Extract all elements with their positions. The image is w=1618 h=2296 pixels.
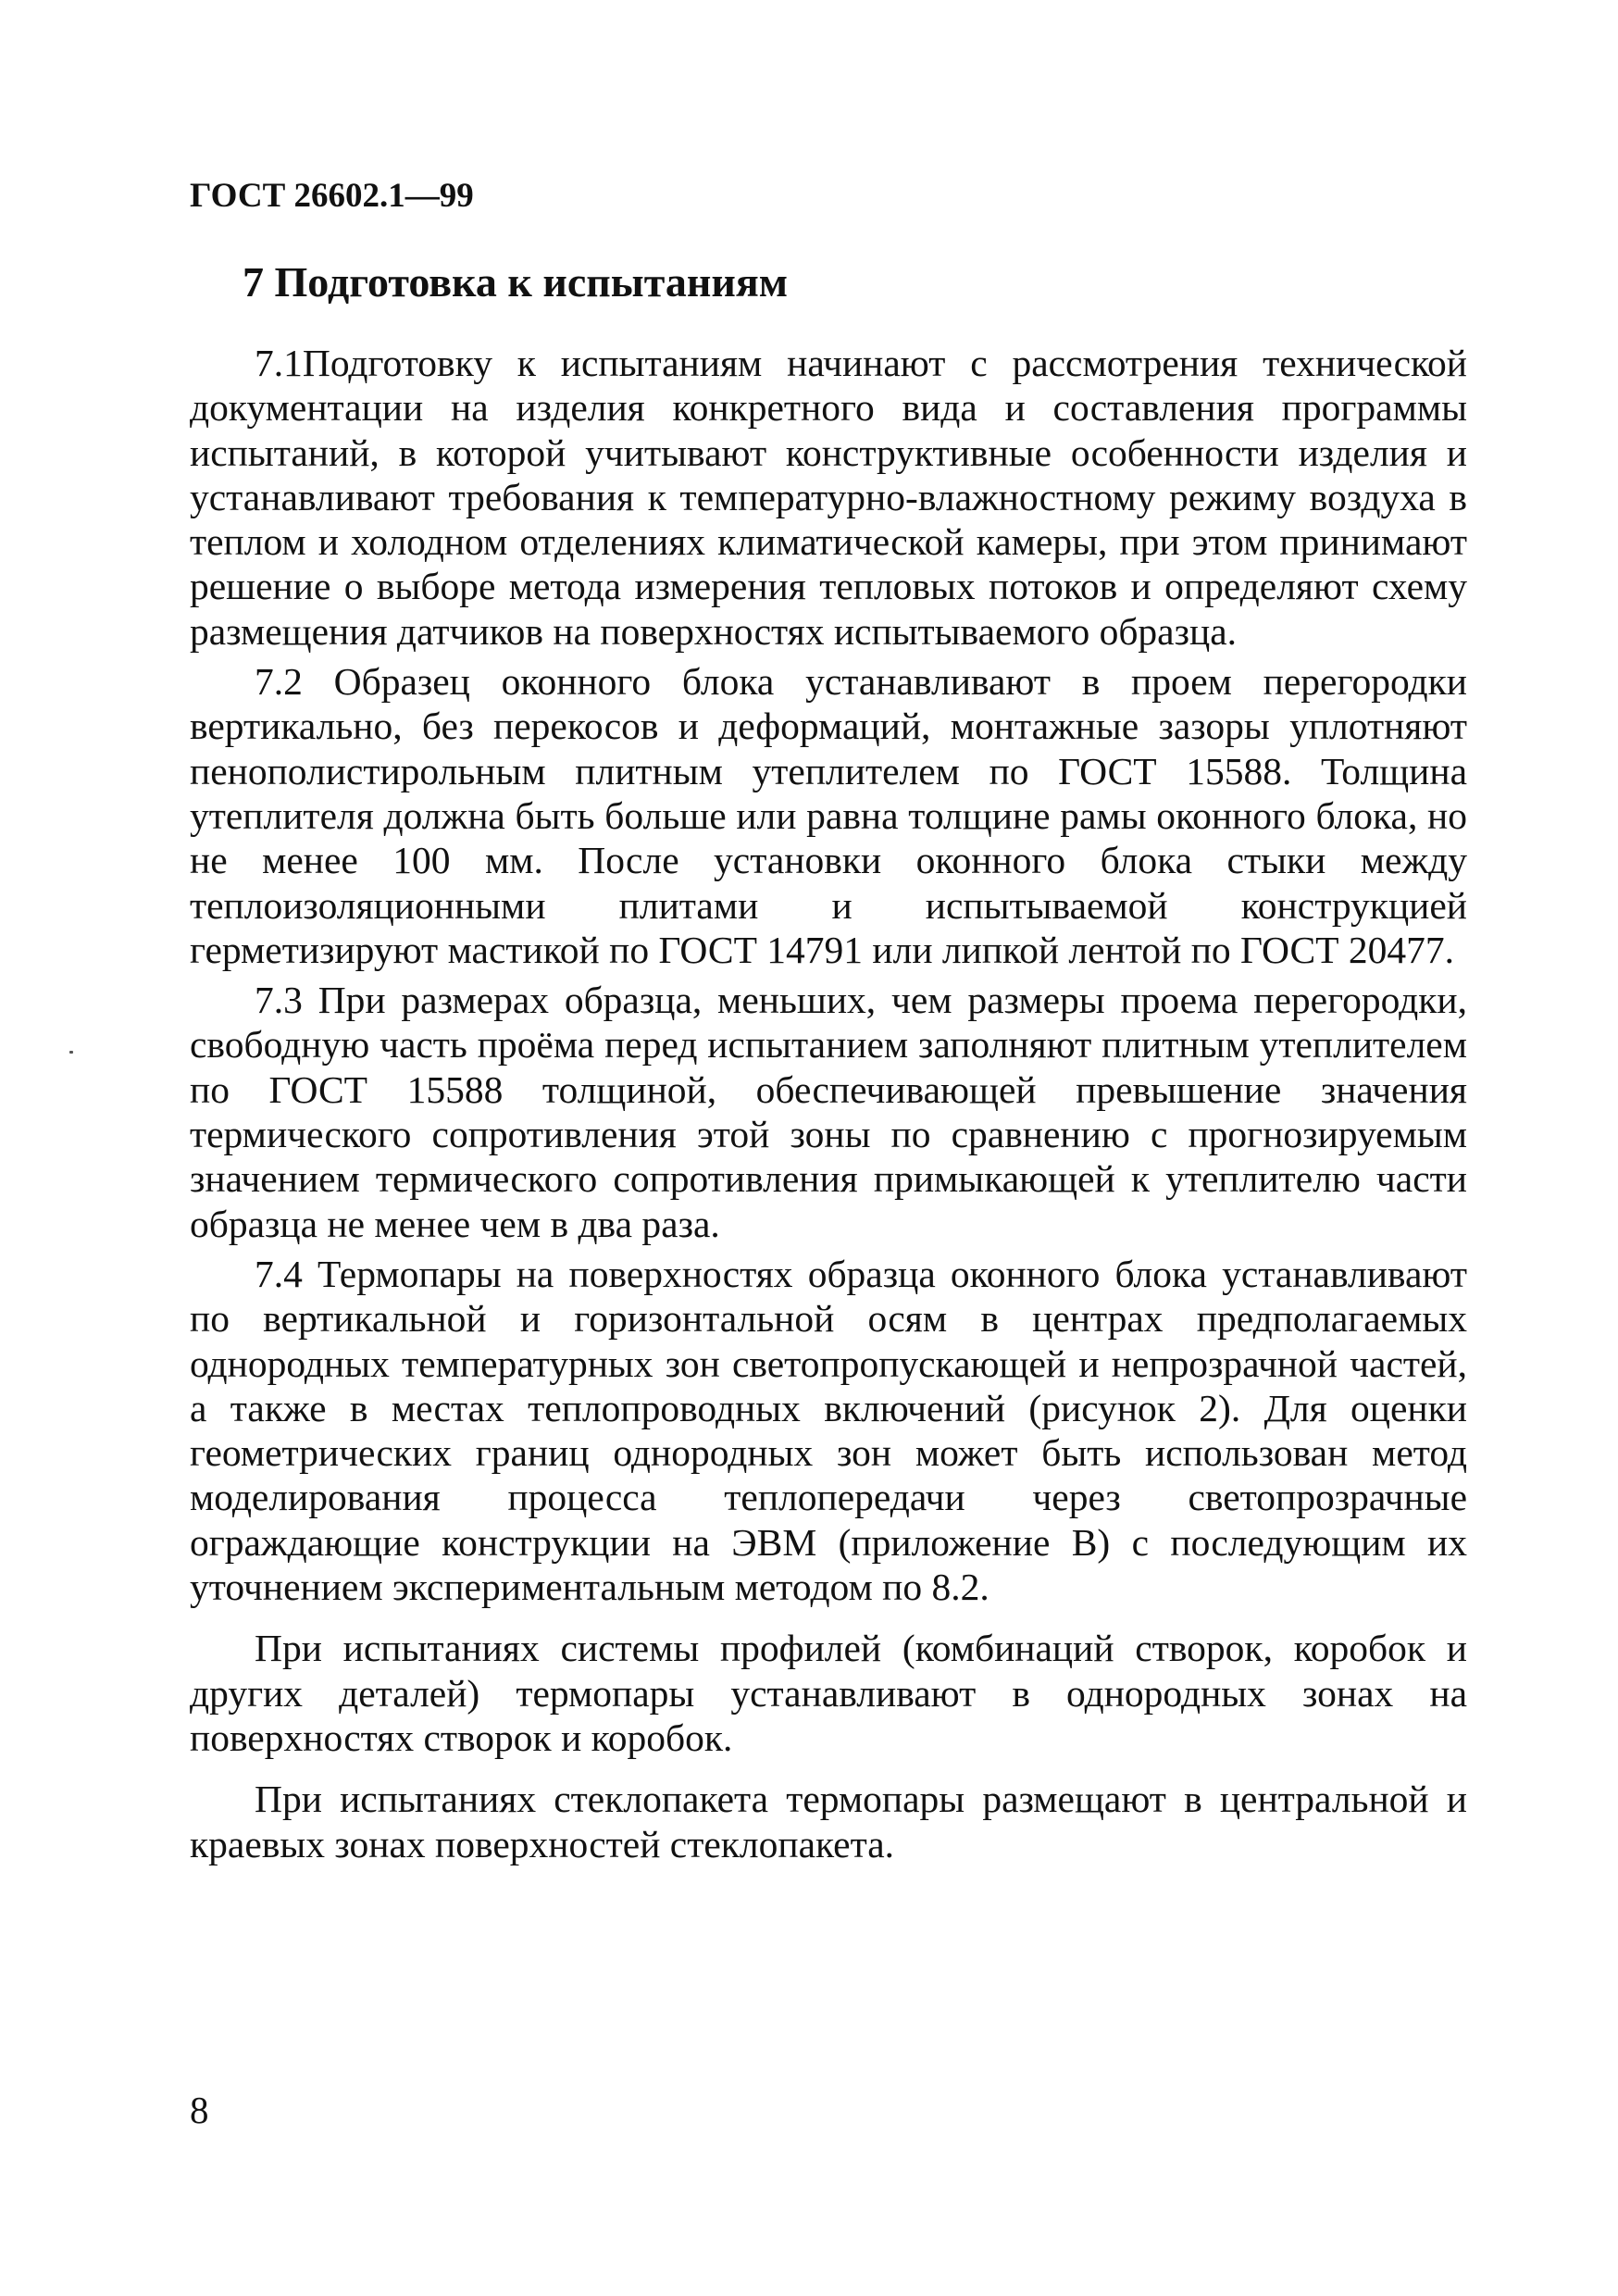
paragraph-profiles: При испытаниях системы профилей (комбинаций створок, коробок и других деталей) термопары устанавливают в однородных зонах на поверхностях створок и коробок.	[190, 1627, 1467, 1759]
page-number: 8	[190, 2089, 209, 2131]
paragraph-7-4: 7.4 Термопары на поверхностях образца оконного блока устанавливают по вертикальной и горизонтальной осям в центрах предполагаемых однородных температурных зон светопропускающей и непрозрачной частей, а также в местах теплопроводных включений (рисунок 2). Для оценки геометрических границ однородных зон может быть использован метод моделирования процесса теплопередачи через светопрозрачные ограждающие конструкции на ЭВМ (приложение В) с последующим их уточнением экспериментальным методом по 8.2.	[190, 1252, 1467, 1609]
paragraph-7-3: 7.3 При размерах образца, меньших, чем размеры проема перегородки, свободную часть проёма перед испытанием заполняют плитным утеплителем по ГОСТ 15588 толщиной, обеспечивающей превышение значения термического сопротивления этой зоны по сравнению с прогнозируемым значением термического сопротивления примыкающей к утеплителю части образца не менее чем в два раза.	[190, 979, 1467, 1245]
body-text	[190, 341, 1467, 1872]
scan-speck	[69, 1051, 73, 1054]
running-header: ГОСТ 26602.1—99	[190, 177, 474, 215]
paragraph-7-1: 7.1Подготовку к испытаниям начинают с рассмотрения технической документации на изделия конкретного вида и составления программы испытаний, в которой учитывают конструктивные особенности изделия и устанавливают требования к температурно-влажностному режиму воздуха в теплом и холодном отделениях климатической камеры, при этом принимают решение о выборе метода измерения тепловых потоков и определяют схему размещения датчиков на поверхностях испытываемого образца.	[190, 342, 1467, 653]
paragraph-7-2: 7.2 Образец оконного блока устанавливают в проем перегородки вертикально, без перекосов и деформаций, монтажные зазоры уплотняют пенополистирольным плитным утеплителем по ГОСТ 15588. Толщина утеплителя должна быть больше или равна толщине рамы оконного блока, но не менее 100 мм. После установки оконного блока стыки между теплоизоляционными плитами и испытываемой конструкцией герметизируют мастикой по ГОСТ 14791 или липкой лентой по ГОСТ 20477.	[190, 660, 1467, 971]
paragraph-glass-unit: При испытаниях стеклопакета термопары размещают в центральной и краевых зонах поверхностей стеклопакета.	[190, 1778, 1467, 1866]
section-title: 7 Подготовка к испытаниям	[243, 258, 789, 306]
